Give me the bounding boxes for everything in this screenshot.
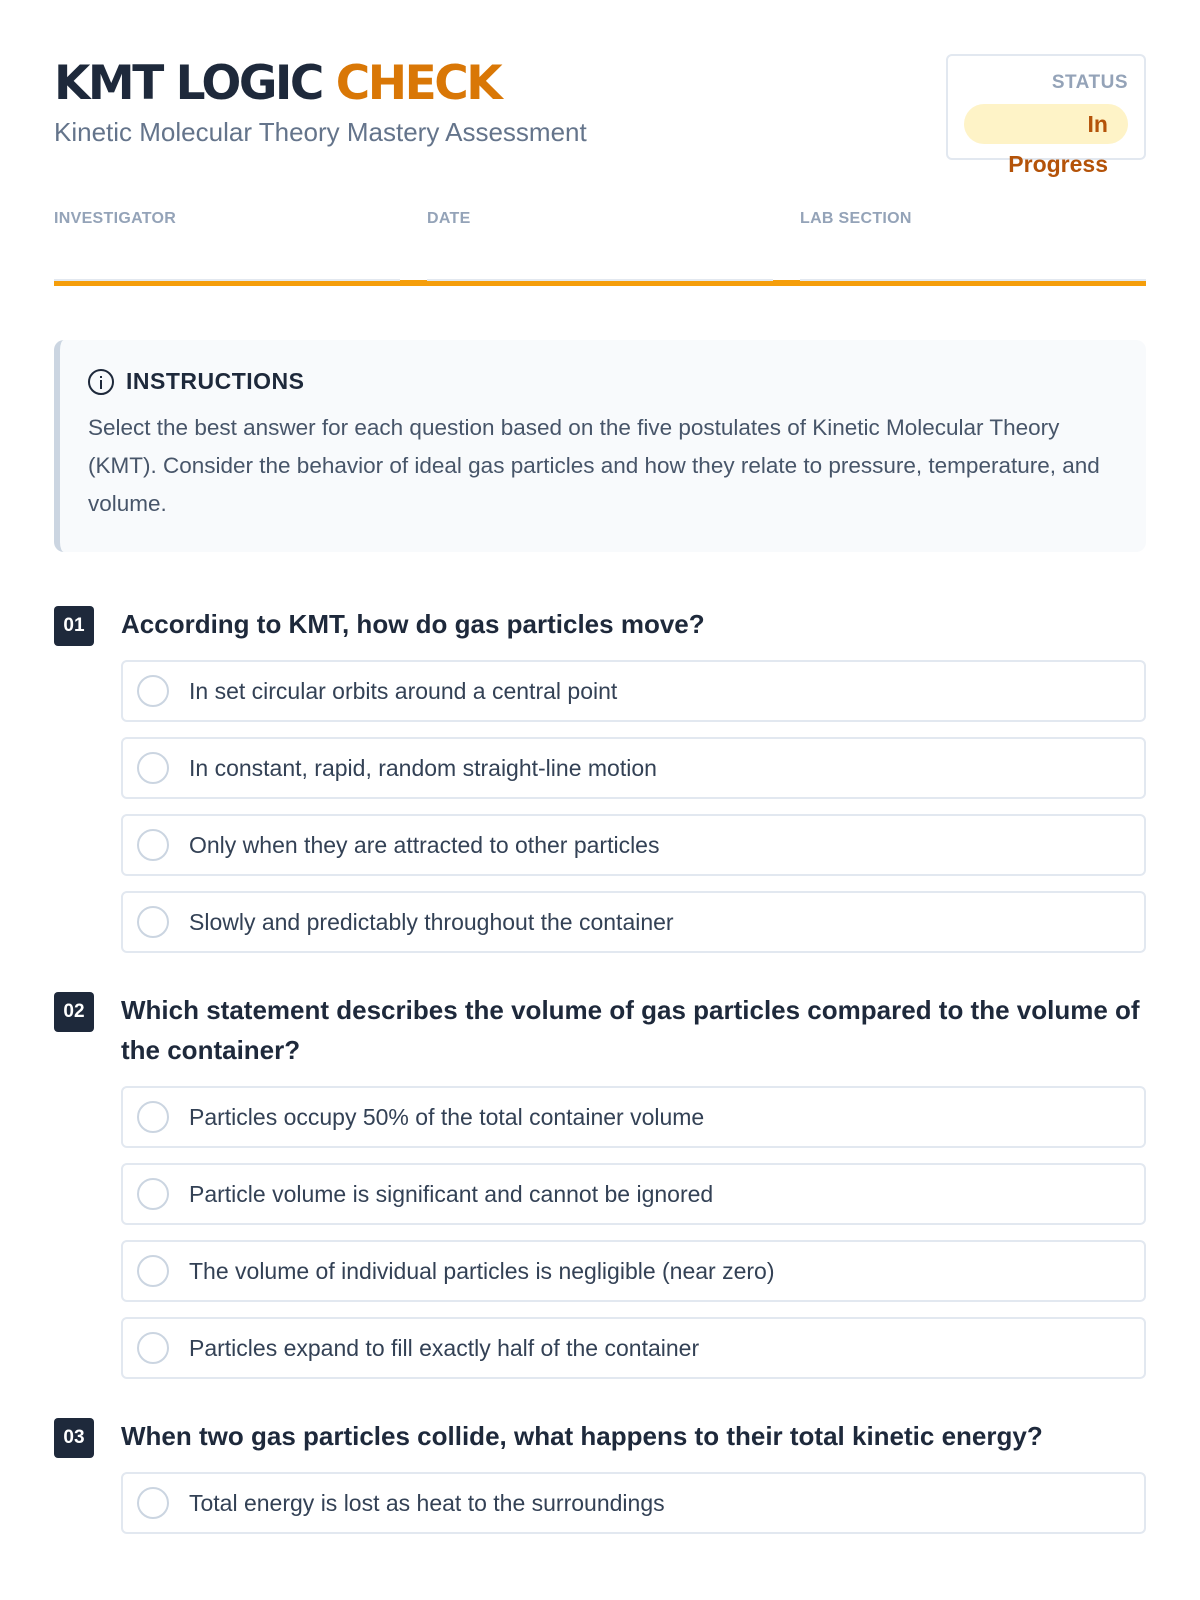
radio-button[interactable] (137, 675, 169, 707)
radio-button[interactable] (137, 1332, 169, 1364)
option-label: Particle volume is significant and cannot be ignored (189, 1180, 714, 1207)
instructions-text: Select the best answer for each question based on the five postulates of Kinetic Molecular Theory (KMT). Consider the behavior of ideal gas particles and how they relate to pressure, temperature, and volume. (88, 415, 1100, 516)
options-list (121, 660, 1146, 953)
option-label: In constant, rapid, random straight-line motion (189, 754, 657, 781)
radio-button[interactable] (137, 1487, 169, 1519)
question-text: Which statement describes the volume of gas particles compared to the volume of the container? (121, 995, 1140, 1065)
info-fields (54, 180, 1146, 280)
option-label: Particles occupy 50% of the total container volume (189, 1103, 705, 1130)
option-label: The volume of individual particles is negligible (near zero) (189, 1257, 775, 1284)
investigator-field[interactable] (54, 210, 400, 281)
date-label: DATE (427, 210, 471, 227)
date-field[interactable] (427, 210, 773, 281)
radio-button[interactable] (137, 1178, 169, 1210)
question-number: 01 (54, 606, 94, 646)
options-list (121, 1472, 1146, 1534)
option-label: Only when they are attracted to other particles (189, 831, 660, 858)
option-2d[interactable] (121, 1317, 1146, 1379)
option-1c[interactable] (121, 814, 1146, 876)
radio-button[interactable] (137, 829, 169, 861)
option-2a[interactable] (121, 1086, 1146, 1148)
lab-section-label: LAB SECTION (800, 210, 912, 227)
option-label: Slowly and predictably throughout the container (189, 908, 674, 935)
question-number: 03 (54, 1418, 94, 1458)
status-badge: In Progress (964, 104, 1128, 144)
page-subtitle: Kinetic Molecular Theory Mastery Assessment (54, 117, 587, 147)
question-text: When two gas particles collide, what happens to their total kinetic energy? (121, 1421, 1043, 1451)
status-box (946, 54, 1146, 177)
radio-button[interactable] (137, 752, 169, 784)
option-1a[interactable] (121, 660, 1146, 722)
option-2c[interactable] (121, 1240, 1146, 1302)
title-main: KMT LOGIC (54, 56, 322, 111)
instructions-heading-text: INSTRUCTIONS (126, 368, 305, 394)
radio-button[interactable] (137, 1255, 169, 1287)
instructions-heading (88, 368, 1116, 395)
question-number: 02 (54, 992, 94, 1032)
instructions-panel (54, 340, 1146, 552)
option-label: Particles expand to fill exactly half of the container (189, 1334, 700, 1361)
option-1b[interactable] (121, 737, 1146, 799)
question-1 (54, 604, 1146, 953)
radio-button[interactable] (137, 1101, 169, 1133)
question-2 (54, 990, 1146, 1379)
option-label: In set circular orbits around a central point (189, 677, 618, 704)
header (54, 0, 1146, 180)
investigator-label: INVESTIGATOR (54, 210, 177, 227)
title-accent: CHECK (335, 56, 501, 111)
question-text: According to KMT, how do gas particles move? (121, 609, 705, 639)
options-list (121, 1086, 1146, 1379)
option-2b[interactable] (121, 1163, 1146, 1225)
option-3a[interactable] (121, 1472, 1146, 1534)
status-label: STATUS (1051, 72, 1128, 93)
option-label: Total energy is lost as heat to the surroundings (189, 1489, 665, 1516)
info-icon (88, 369, 114, 395)
option-1d[interactable] (121, 891, 1146, 953)
radio-button[interactable] (137, 906, 169, 938)
lab-section-field[interactable] (800, 210, 1146, 281)
question-3 (54, 1416, 1146, 1534)
